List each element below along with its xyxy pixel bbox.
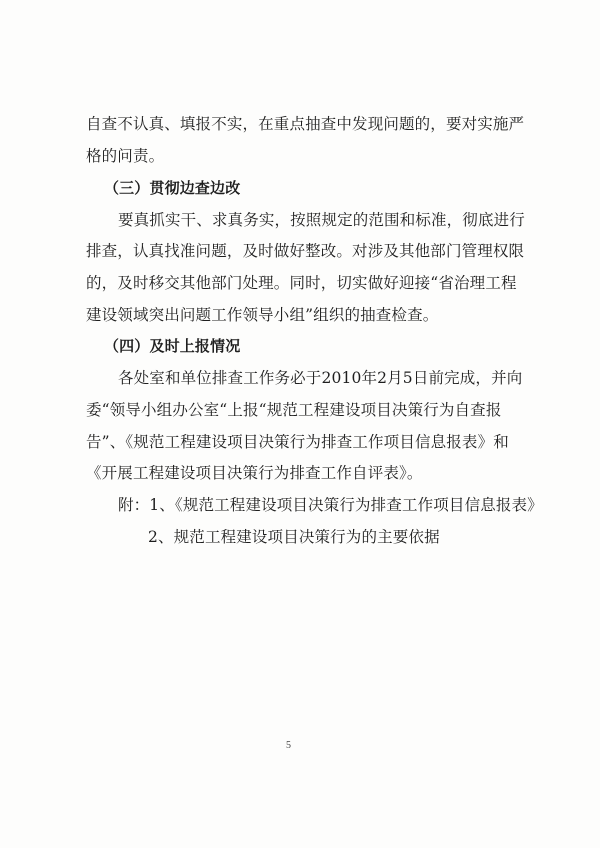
section-heading-4: （四）及时上报情况 xyxy=(104,337,241,355)
text-line-6: 的，及时移交其他部门处理。同时，切实做好迎接“省治理工程 xyxy=(86,274,517,292)
section-heading-3: （三）贯彻边查边改 xyxy=(104,179,241,197)
text-line-5: 排查，认真找准问题，及时做好整改。对涉及其他部门管理权限 xyxy=(86,242,525,260)
attachment-line-2: 2、规范工程建设项目决策行为的主要依据 xyxy=(148,528,440,546)
text-line-1: 自查不认真、填报不实，在重点抽查中发现问题的，要对实施严 xyxy=(86,115,525,133)
page-number: 5 xyxy=(286,740,291,751)
text-line-9: 各处室和单位排查工作务必于2010年2月5日前完成，并向 xyxy=(118,369,523,387)
attachment-line-1: 附：1、《规范工程建设项目决策行为排查工作项目信息报表》 xyxy=(118,496,543,514)
text-line-10: 委“领导小组办公室“上报“规范工程建设项目决策行为自查报 xyxy=(86,401,502,419)
text-line-12: 《开展工程建设项目决策行为排查工作自评表》。 xyxy=(86,464,423,482)
text-line-11: 告”、《规范工程建设项目决策行为排查工作项目信息报表》和 xyxy=(86,433,509,451)
text-line-7: 建设领域突出问题工作领导小组”组织的抽查检查。 xyxy=(86,306,439,324)
text-line-4: 要真抓实干、求真务实，按照规定的范围和标准，彻底进行 xyxy=(118,211,525,229)
text-line-2: 格的问责。 xyxy=(86,147,165,165)
